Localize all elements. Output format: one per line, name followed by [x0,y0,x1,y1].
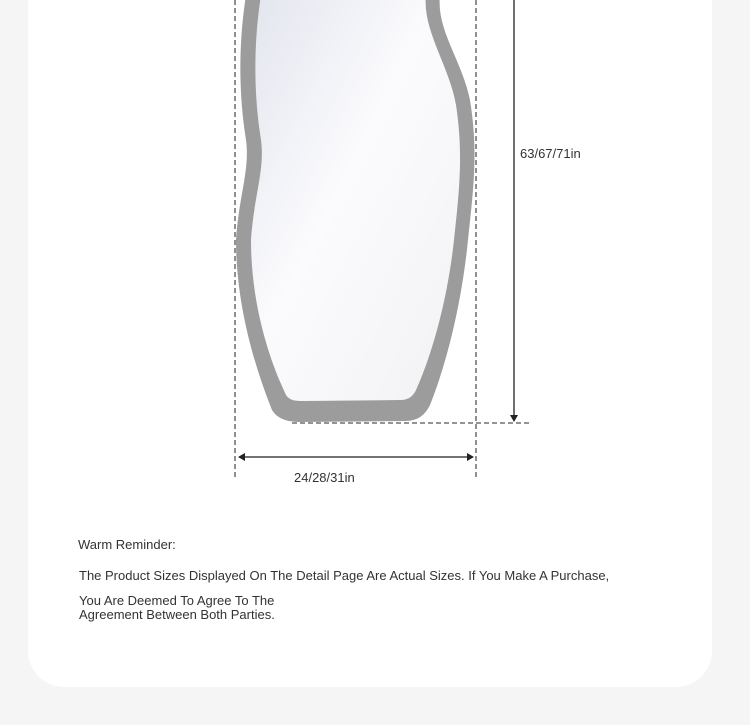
height-dimension-label: 63/67/71in [520,146,581,161]
width-dimension-label: 24/28/31in [294,470,355,485]
width-arrowhead-left [238,453,245,461]
width-arrowhead-right [467,453,474,461]
warm-reminder-title: Warm Reminder: [78,537,176,552]
height-arrowhead [510,415,518,422]
reminder-text-line: Agreement Between Both Parties. [79,607,275,622]
reminder-text-line: You Are Deemed To Agree To The [79,593,275,608]
reminder-text-line: The Product Sizes Displayed On The Detail Page Are Actual Sizes. If You Make A Purchase, [79,568,610,583]
mirror-glass [251,0,460,401]
